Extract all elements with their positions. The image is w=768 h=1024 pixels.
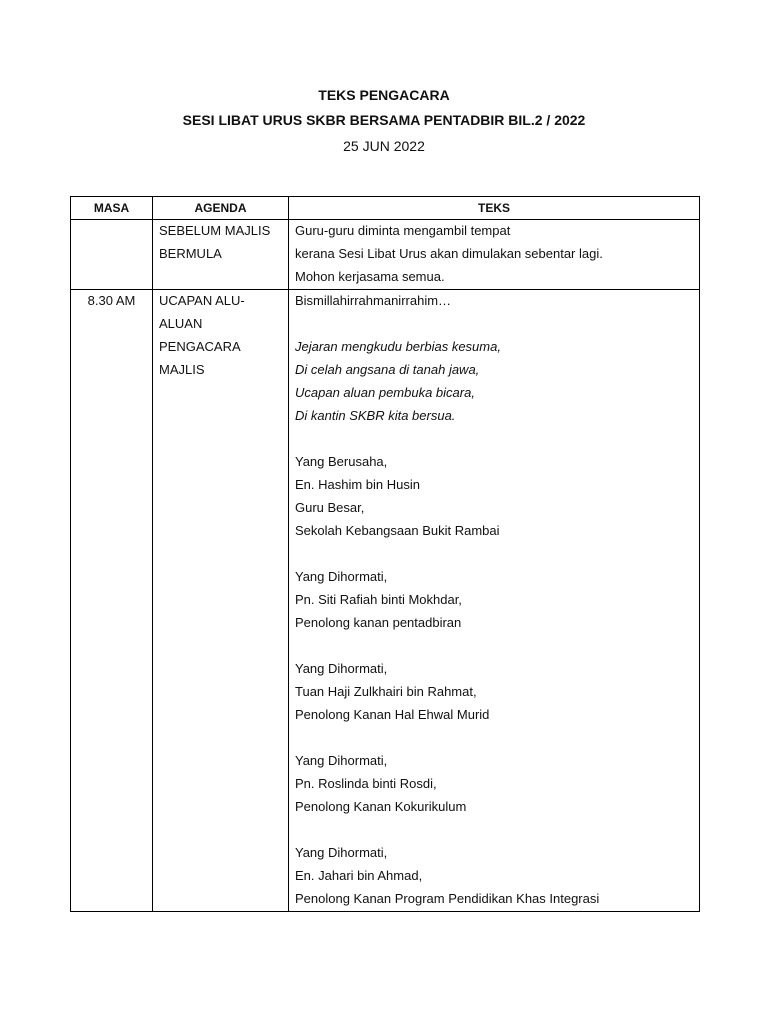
table-row xyxy=(71,220,700,290)
agenda-line: BERMULA xyxy=(159,246,222,261)
pantun-line: Di kantin SKBR kita bersua. xyxy=(295,408,456,423)
document-date: 25 JUN 2022 xyxy=(343,138,425,154)
greeting-line: Yang Berusaha, xyxy=(295,454,388,469)
greeting-line: Yang Dihormati, xyxy=(295,569,388,584)
greeting-line: Pn. Siti Rafiah binti Mokhdar, xyxy=(295,592,462,607)
masa-cell xyxy=(71,290,153,912)
greeting-line: Yang Dihormati, xyxy=(295,661,388,676)
teks-cell xyxy=(289,220,700,290)
greeting-line: Pn. Roslinda binti Rosdi, xyxy=(295,776,437,791)
column-header-masa: MASA xyxy=(71,197,153,220)
greeting-line: Penolong Kanan Kokurikulum xyxy=(295,799,467,814)
greeting-line: Tuan Haji Zulkhairi bin Rahmat, xyxy=(295,684,477,699)
greeting-line: Yang Dihormati, xyxy=(295,753,388,768)
opening-line: Bismillahirrahmanirrahim… xyxy=(295,293,452,308)
agenda-line: UCAPAN ALU- xyxy=(159,293,245,308)
greeting-line: Yang Dihormati, xyxy=(295,845,388,860)
table-row xyxy=(71,290,700,912)
greeting-line: Penolong Kanan Program Pendidikan Khas Integrasi xyxy=(295,891,600,906)
column-header-teks: TEKS xyxy=(289,197,700,220)
greeting-line: Guru Besar, xyxy=(295,500,365,515)
agenda-cell xyxy=(153,290,289,912)
document-title: TEKS PENGACARA xyxy=(318,87,450,103)
agenda-line: ALUAN xyxy=(159,316,203,331)
agenda-cell xyxy=(153,220,289,290)
document-subtitle: SESI LIBAT URUS SKBR BERSAMA PENTADBIR BIL.2 / 2022 xyxy=(182,112,586,128)
pantun-line: Di celah angsana di tanah jawa, xyxy=(295,362,480,377)
greeting-line: Sekolah Kebangsaan Bukit Rambai xyxy=(295,523,500,538)
agenda-line: MAJLIS xyxy=(159,362,205,377)
column-header-agenda: AGENDA xyxy=(153,197,289,220)
greeting-line: Penolong Kanan Hal Ehwal Murid xyxy=(295,707,490,722)
agenda-line: PENGACARA xyxy=(159,339,241,354)
masa-value: 8.30 AM xyxy=(87,293,136,308)
greeting-line: En. Jahari bin Ahmad, xyxy=(295,868,423,883)
masa-value xyxy=(77,220,146,243)
agenda-table xyxy=(70,196,700,912)
greeting-line: En. Hashim bin Husin xyxy=(295,477,420,492)
pantun-line: Ucapan aluan pembuka bicara, xyxy=(295,385,475,400)
teks-line: Mohon kerjasama semua. xyxy=(295,269,445,284)
table-header-row xyxy=(71,197,700,220)
pantun-line: Jejaran mengkudu berbias kesuma, xyxy=(295,339,501,354)
greeting-line: Penolong kanan pentadbiran xyxy=(295,615,462,630)
teks-line: Guru-guru diminta mengambil tempat xyxy=(295,223,511,238)
masa-cell xyxy=(71,220,153,290)
agenda-line: SEBELUM MAJLIS xyxy=(159,223,271,238)
teks-cell xyxy=(289,290,700,912)
teks-line: kerana Sesi Libat Urus akan dimulakan sebentar lagi. xyxy=(295,246,603,261)
